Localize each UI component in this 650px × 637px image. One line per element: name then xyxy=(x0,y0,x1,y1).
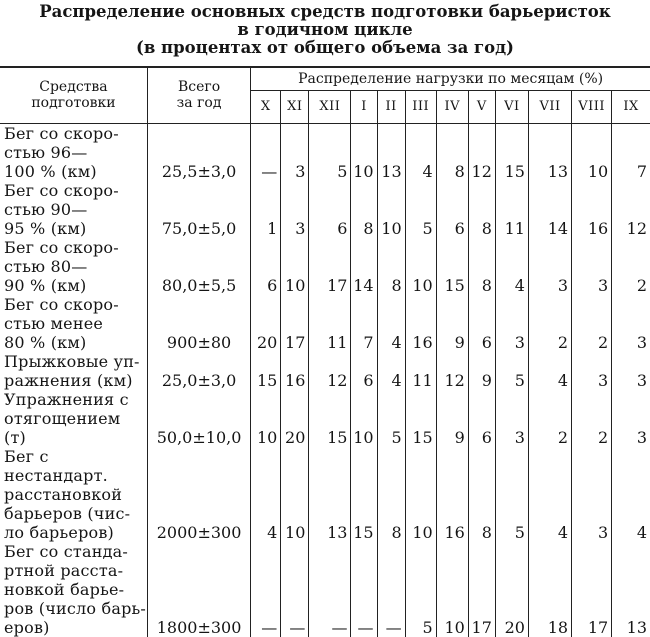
row-month-value: 6 xyxy=(468,295,495,352)
table-row xyxy=(0,390,650,447)
row-month-value: 10 xyxy=(281,238,309,295)
row-month-value: 16 xyxy=(405,295,436,352)
row-month-value: 9 xyxy=(468,352,495,390)
row-month-value: — xyxy=(351,542,377,637)
row-month-value: 3 xyxy=(636,428,647,447)
table-row xyxy=(0,352,650,390)
header-distribution: Распределение нагрузки по месяцам (%) xyxy=(251,67,650,91)
row-month-value: 4 xyxy=(251,447,281,542)
row-month-value: 6 xyxy=(309,181,351,238)
row-month-value: 5 xyxy=(377,390,405,447)
row-means-name: Бег со скоро- стью 80— 90 % (км) xyxy=(0,238,147,295)
row-month-value: 3 xyxy=(495,390,528,447)
table-row xyxy=(0,295,650,352)
table-row xyxy=(0,124,650,182)
row-month-value: 10 xyxy=(377,181,405,238)
row-month-value: 6 xyxy=(436,181,468,238)
row-month-value: 3 xyxy=(528,238,571,295)
table-row xyxy=(0,447,650,542)
header-month: III xyxy=(405,91,436,124)
header-month: XII xyxy=(309,91,351,124)
row-month-value: 12 xyxy=(436,352,468,390)
row-total: 900±80 xyxy=(147,295,250,352)
row-means-name: Бег со скоро- стью 90— 95 % (км) xyxy=(0,181,147,238)
row-month-value: 17 xyxy=(468,542,495,637)
row-month-value: 10 xyxy=(351,390,377,447)
row-month-value: 4 xyxy=(528,447,571,542)
row-month-value: 15 xyxy=(351,447,377,542)
row-month-value: 11 xyxy=(405,352,436,390)
header-month: IV xyxy=(436,91,468,124)
header-month: VII xyxy=(528,91,571,124)
row-month-value: 12 xyxy=(468,124,495,182)
table-title-line-1: Распределение основных средств подготовки барьеристок xyxy=(39,2,611,21)
row-month-value: 20 xyxy=(495,542,528,637)
row-total: 75,0±5,0 xyxy=(147,181,250,238)
row-month-value: 14 xyxy=(528,181,571,238)
row-month-value: 3 xyxy=(572,447,612,542)
row-total: 1800±300 xyxy=(147,542,250,637)
row-month-value: 16 xyxy=(281,352,309,390)
row-month-value: 6 xyxy=(251,238,281,295)
row-month-value: 15 xyxy=(495,124,528,182)
row-total: 25,5±3,0 xyxy=(147,124,250,182)
row-month-value: 12 xyxy=(309,352,351,390)
header-month: II xyxy=(377,91,405,124)
row-month-value: 10 xyxy=(405,447,436,542)
row-month-value: 4 xyxy=(636,523,647,542)
row-month-value: 3 xyxy=(572,352,612,390)
table-title-line-2: в годичном цикле xyxy=(237,20,413,39)
table-row xyxy=(0,238,650,295)
table-title-line-3: (в процентах от общего объема за год) xyxy=(136,38,514,57)
row-month-value: 17 xyxy=(309,238,351,295)
row-total: 50,0±10,0 xyxy=(147,390,250,447)
row-month-value: — xyxy=(309,542,351,637)
row-month-value: 6 xyxy=(468,390,495,447)
row-month-value: 15 xyxy=(309,390,351,447)
row-month-value: 8 xyxy=(468,181,495,238)
row-month-value: — xyxy=(251,124,281,182)
row-month-value: 3 xyxy=(636,371,647,390)
row-month-value: 15 xyxy=(251,352,281,390)
row-month-value: 10 xyxy=(405,238,436,295)
row-month-value: 20 xyxy=(251,295,281,352)
row-month-value: 3 xyxy=(572,238,612,295)
row-month-value: 4 xyxy=(495,238,528,295)
row-month-value: 3 xyxy=(281,124,309,182)
header-month: I xyxy=(351,91,377,124)
table-row xyxy=(0,181,650,238)
row-month-value: 9 xyxy=(436,295,468,352)
row-month-value: 14 xyxy=(351,238,377,295)
header-means: Средства подготовки xyxy=(0,67,147,124)
row-month-value: 4 xyxy=(528,352,571,390)
row-month-value: 3 xyxy=(495,295,528,352)
row-means-name: Упражнения с отягощением (т) xyxy=(0,390,147,447)
row-month-value: 3 xyxy=(281,181,309,238)
row-month-value: — xyxy=(281,542,309,637)
row-month-value: 11 xyxy=(309,295,351,352)
header-month: V xyxy=(468,91,495,124)
row-means-name: Бег со скоро- стью менее 80 % (км) xyxy=(0,295,147,352)
header-total: Всего за год xyxy=(147,67,250,124)
row-month-value: 6 xyxy=(351,352,377,390)
row-month-value: 15 xyxy=(436,238,468,295)
row-month-value: 13 xyxy=(626,618,647,637)
row-means-name: Бег со станда- ртной расста- новкой барье- ров (число барь- еров) xyxy=(0,542,147,637)
row-month-value: 2 xyxy=(636,276,647,295)
row-month-value: 16 xyxy=(572,181,612,238)
row-month-value: 5 xyxy=(309,124,351,182)
row-month-value: 5 xyxy=(405,542,436,637)
row-month-value: 4 xyxy=(377,295,405,352)
row-month-value: 10 xyxy=(351,124,377,182)
row-month-value: 17 xyxy=(572,542,612,637)
header-month: IX xyxy=(612,91,650,124)
row-month-value: 10 xyxy=(281,447,309,542)
row-month-value: 4 xyxy=(377,352,405,390)
row-month-value: 16 xyxy=(436,447,468,542)
row-month-value: 1 xyxy=(251,181,281,238)
row-month-value: 13 xyxy=(528,124,571,182)
row-means-name: Бег с нестандарт. расстановкой барьеров (чис- ло барьеров) xyxy=(0,447,147,542)
table-row xyxy=(0,542,650,637)
row-month-value: 12 xyxy=(626,219,647,238)
row-month-value: 10 xyxy=(251,390,281,447)
row-month-value: 2 xyxy=(572,295,612,352)
row-month-value: 10 xyxy=(572,124,612,182)
row-month-value: 2 xyxy=(528,390,571,447)
row-month-value: 5 xyxy=(495,447,528,542)
row-means-name: Прыжковые уп- ражнения (км) xyxy=(0,352,147,390)
data-table xyxy=(0,67,650,637)
row-month-value: 11 xyxy=(495,181,528,238)
row-total: 25,0±3,0 xyxy=(147,352,250,390)
row-month-value: 13 xyxy=(309,447,351,542)
row-month-value: 10 xyxy=(436,542,468,637)
header-month: VIII xyxy=(572,91,612,124)
row-month-value: — xyxy=(377,542,405,637)
row-month-value: 8 xyxy=(351,181,377,238)
header-month: XI xyxy=(281,91,309,124)
row-month-value: 4 xyxy=(405,124,436,182)
row-month-value: 13 xyxy=(377,124,405,182)
row-month-value: 15 xyxy=(405,390,436,447)
header-month: VI xyxy=(495,91,528,124)
row-month-value: 7 xyxy=(351,295,377,352)
row-month-value: 8 xyxy=(377,238,405,295)
row-means-name: Бег со скоро- стью 96— 100 % (км) xyxy=(0,124,147,182)
row-month-value: 9 xyxy=(436,390,468,447)
row-month-value: 8 xyxy=(436,124,468,182)
row-month-value: 18 xyxy=(528,542,571,637)
row-month-value: 2 xyxy=(528,295,571,352)
row-month-value: 20 xyxy=(281,390,309,447)
row-month-value: 17 xyxy=(281,295,309,352)
row-month-value: 8 xyxy=(468,447,495,542)
row-month-value: 8 xyxy=(377,447,405,542)
row-month-value: 5 xyxy=(495,352,528,390)
row-month-value: 3 xyxy=(636,333,647,352)
header-month: X xyxy=(251,91,281,124)
row-total: 2000±300 xyxy=(147,447,250,542)
row-month-value: 2 xyxy=(572,390,612,447)
row-month-value: 7 xyxy=(636,162,647,181)
row-month-value: 8 xyxy=(468,238,495,295)
row-month-value: — xyxy=(251,542,281,637)
row-month-value: 5 xyxy=(405,181,436,238)
row-total: 80,0±5,5 xyxy=(147,238,250,295)
